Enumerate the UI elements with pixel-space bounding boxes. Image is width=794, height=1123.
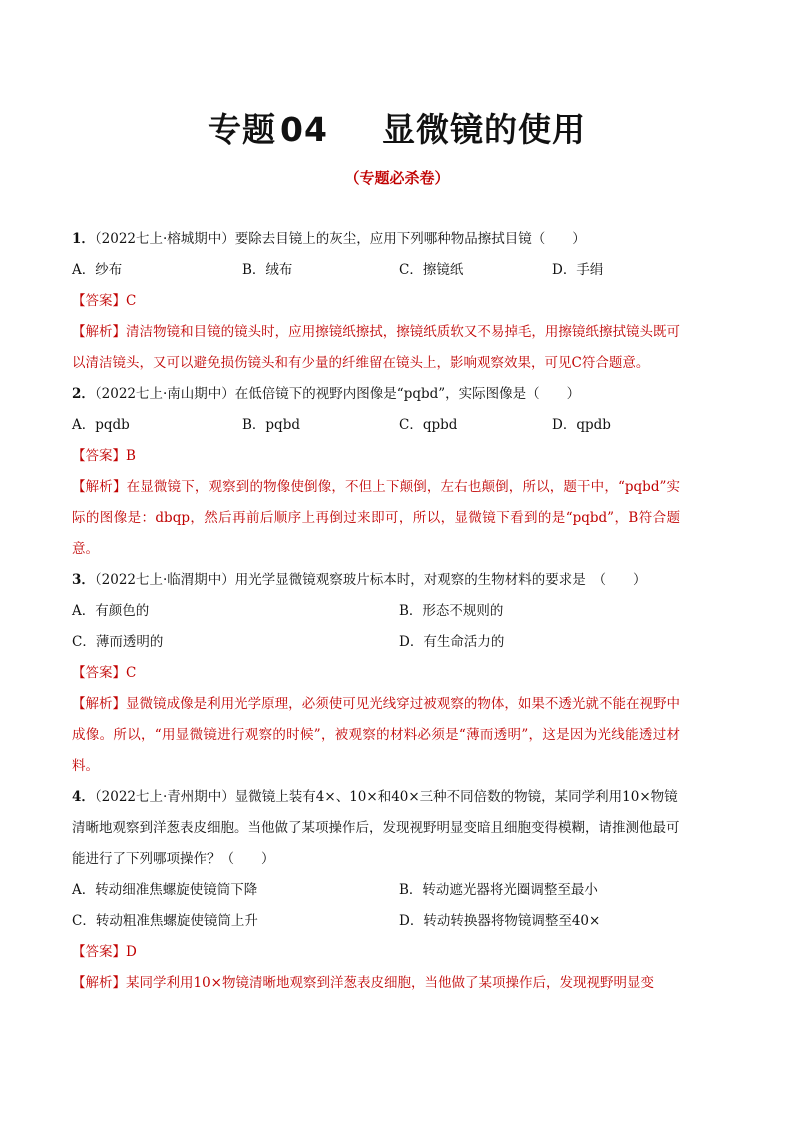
option-b: B．形态不规则的 — [399, 603, 504, 619]
question-text: （2022七上·临渭期中）用光学显微镜观察玻片标本时，对观察的生物材料的要求是 （ ） — [94, 572, 647, 588]
option-d: D．有生命活力的 — [399, 634, 505, 650]
question-number: 2． — [72, 386, 95, 402]
answer-line — [72, 441, 680, 472]
answer-value: B — [126, 448, 136, 464]
question-3 — [72, 565, 680, 782]
explanation-text: 显微镜成像是利用光学原理，必须使可见光线穿过被观察的物体，如果不透光就不能在视野中成像。所以，“用显微镜进行观察的时候”，被观察的材料必须是“薄而透明”，这是因为光线能透过材料。 — [72, 696, 681, 774]
answer-line — [72, 286, 680, 317]
explanation — [72, 689, 680, 782]
page-title — [0, 104, 794, 151]
question-stem — [72, 224, 680, 255]
option-b: B．pqbd — [242, 417, 300, 433]
option-d: D．qpdb — [552, 417, 611, 433]
explanation-text: 某同学利用10×物镜清晰地观察到洋葱表皮细胞，当他做了某项操作后，发现视野明显变 — [126, 975, 654, 991]
answer-tag: 【答案】 — [72, 448, 126, 464]
explanation-text: 在显微镜下，观察到的物像使倒像，不但上下颠倒，左右也颠倒，所以，题干中，“pqbd”实际的图像是：dbqp，然后再前后顺序上再倒过来即可，所以，显微镜下看到的是“pqbd”，B符合题意。 — [72, 479, 681, 557]
options-row — [72, 596, 680, 627]
option-c: C．qpbd — [399, 417, 458, 433]
option-b: B．绒布 — [242, 262, 293, 278]
explanation-tag: 【解析】 — [72, 696, 127, 712]
answer-tag: 【答案】 — [72, 293, 126, 309]
question-2 — [72, 379, 680, 565]
question-text: （2022七上·南山期中）在低倍镜下的视野内图像是“pqbd”，实际图像是（ ） — [94, 386, 581, 402]
options-row — [72, 255, 680, 286]
title-number: 04 — [280, 110, 328, 149]
options-row — [72, 906, 680, 937]
answer-tag: 【答案】 — [72, 665, 126, 681]
question-list — [72, 224, 680, 999]
option-c: C．转动粗准焦螺旋使镜筒上升 — [72, 913, 258, 929]
question-text: （2022七上·青州期中）显微镜上装有4×、10×和40×三种不同倍数的物镜，某同学利用10×物镜清晰地观察到洋葱表皮细胞。当他做了某项操作后，发现视野明显变暗且细胞变得模糊，请推测他最可能进行了下列哪项操作？（ ） — [72, 789, 680, 867]
explanation — [72, 968, 680, 999]
option-c: C．擦镜纸 — [399, 262, 464, 278]
answer-tag: 【答案】 — [72, 944, 126, 960]
answer-value: D — [126, 944, 137, 960]
option-d: D．手绢 — [552, 262, 604, 278]
title-topic: 显微镜的使用 — [381, 110, 586, 149]
question-stem — [72, 379, 680, 410]
question-number: 1． — [72, 231, 95, 247]
question-number: 4． — [72, 789, 95, 805]
title-prefix: 专题 — [208, 110, 277, 149]
answer-value: C — [126, 293, 137, 309]
explanation-tag: 【解析】 — [72, 324, 127, 340]
option-d: D．转动转换器将物镜调整至40× — [399, 913, 601, 929]
page-subtitle: （专题必杀卷） — [344, 169, 450, 187]
option-a: A．纱布 — [72, 262, 123, 278]
answer-line — [72, 658, 680, 689]
options-row — [72, 627, 680, 658]
option-a: A．转动细准焦螺旋使镜筒下降 — [72, 882, 258, 898]
option-b: B．转动遮光器将光圈调整至最小 — [399, 882, 598, 898]
explanation — [72, 472, 680, 565]
question-stem — [72, 565, 680, 596]
options-row — [72, 875, 680, 906]
explanation-tag: 【解析】 — [72, 479, 127, 495]
question-text: （2022七上·榕城期中）要除去目镜上的灰尘，应用下列哪种物品擦拭目镜（ ） — [94, 231, 586, 247]
explanation — [72, 317, 680, 379]
option-c: C．薄而透明的 — [72, 634, 164, 650]
question-4 — [72, 782, 680, 999]
option-a: A．有颜色的 — [72, 603, 150, 619]
explanation-text: 清洁物镜和目镜的镜头时，应用擦镜纸擦拭，擦镜纸质软又不易掉毛，用擦镜纸擦拭镜头既可以清洁镜头，又可以避免损伤镜头和有少量的纤维留在镜头上，影响观察效果，可见C符合题意。 — [72, 324, 681, 371]
explanation-tag: 【解析】 — [72, 975, 126, 991]
question-stem — [72, 782, 680, 875]
question-number: 3． — [72, 572, 95, 588]
answer-value: C — [126, 665, 137, 681]
options-row — [72, 410, 680, 441]
question-1 — [72, 224, 680, 379]
option-a: A．pqdb — [72, 417, 130, 433]
answer-line — [72, 937, 680, 968]
